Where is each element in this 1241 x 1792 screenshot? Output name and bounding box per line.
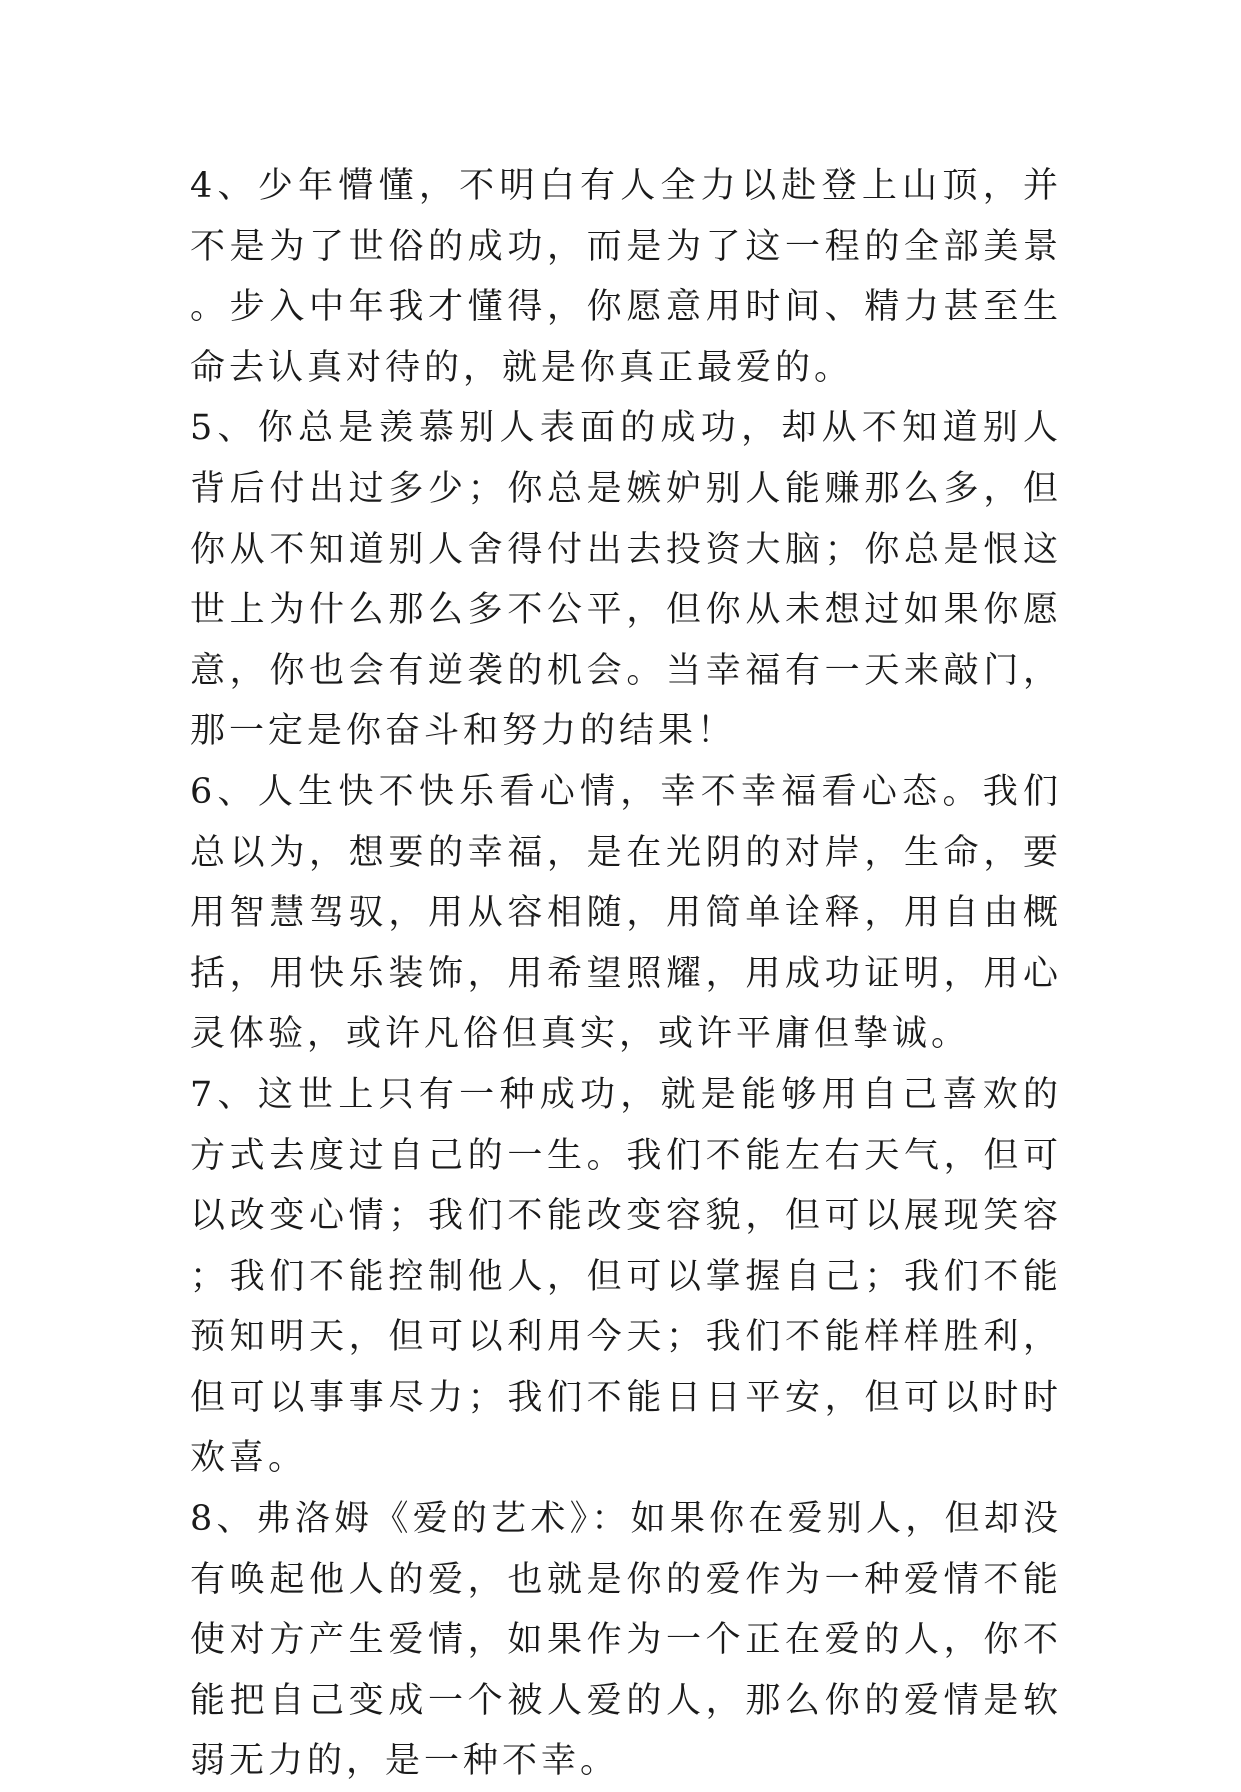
document-body bbox=[190, 156, 1062, 1792]
paragraph-5: 5、你总是羡慕别人表面的成功，却从不知道别人背后付出过多少；你总是嫉妒别人能赚那么多，但你从不知道别人舍得付出去投资大脑；你总是恨这世上为什么那么多不公平，但你从未想过如果你愿意，你也会有逆袭的机会。当幸福有一天来敲门，那一定是你奋斗和努力的结果！ bbox=[190, 408, 1062, 752]
paragraph-6: 6、人生快不快乐看心情，幸不幸福看心态。我们总以为，想要的幸福，是在光阴的对岸，生命，要用智慧驾驭，用从容相随，用简单诠释，用自由概括，用快乐装饰，用希望照耀，用成功证明，用心灵体验，或许凡俗但真实，或许平庸但挚诚。 bbox=[190, 771, 1062, 1055]
paragraph-8: 8、弗洛姆《爱的艺术》：如果你在爱别人，但却没有唤起他人的爱，也就是你的爱作为一种爱情不能使对方产生爱情，如果作为一个正在爱的人，你不能把自己变成一个被人爱的人，那么你的爱情是软弱无力的，是一种不幸。 bbox=[190, 1499, 1062, 1782]
paragraph-4: 4、少年懵懂，不明白有人全力以赴登上山顶，并不是为了世俗的成功，而是为了这一程的全部美景。步入中年我才懂得，你愿意用时间、精力甚至生命去认真对待的，就是你真正最爱的。 bbox=[190, 166, 1062, 388]
paragraph-7: 7、这世上只有一种成功，就是能够用自己喜欢的方式去度过自己的一生。我们不能左右天气，但可以改变心情；我们不能改变容貌，但可以展现笑容；我们不能控制他人，但可以掌握自己；我们不能预知明天，但可以利用今天；我们不能样样胜利，但可以事事尽力；我们不能日日平安，但可以时时欢喜。 bbox=[190, 1074, 1062, 1479]
